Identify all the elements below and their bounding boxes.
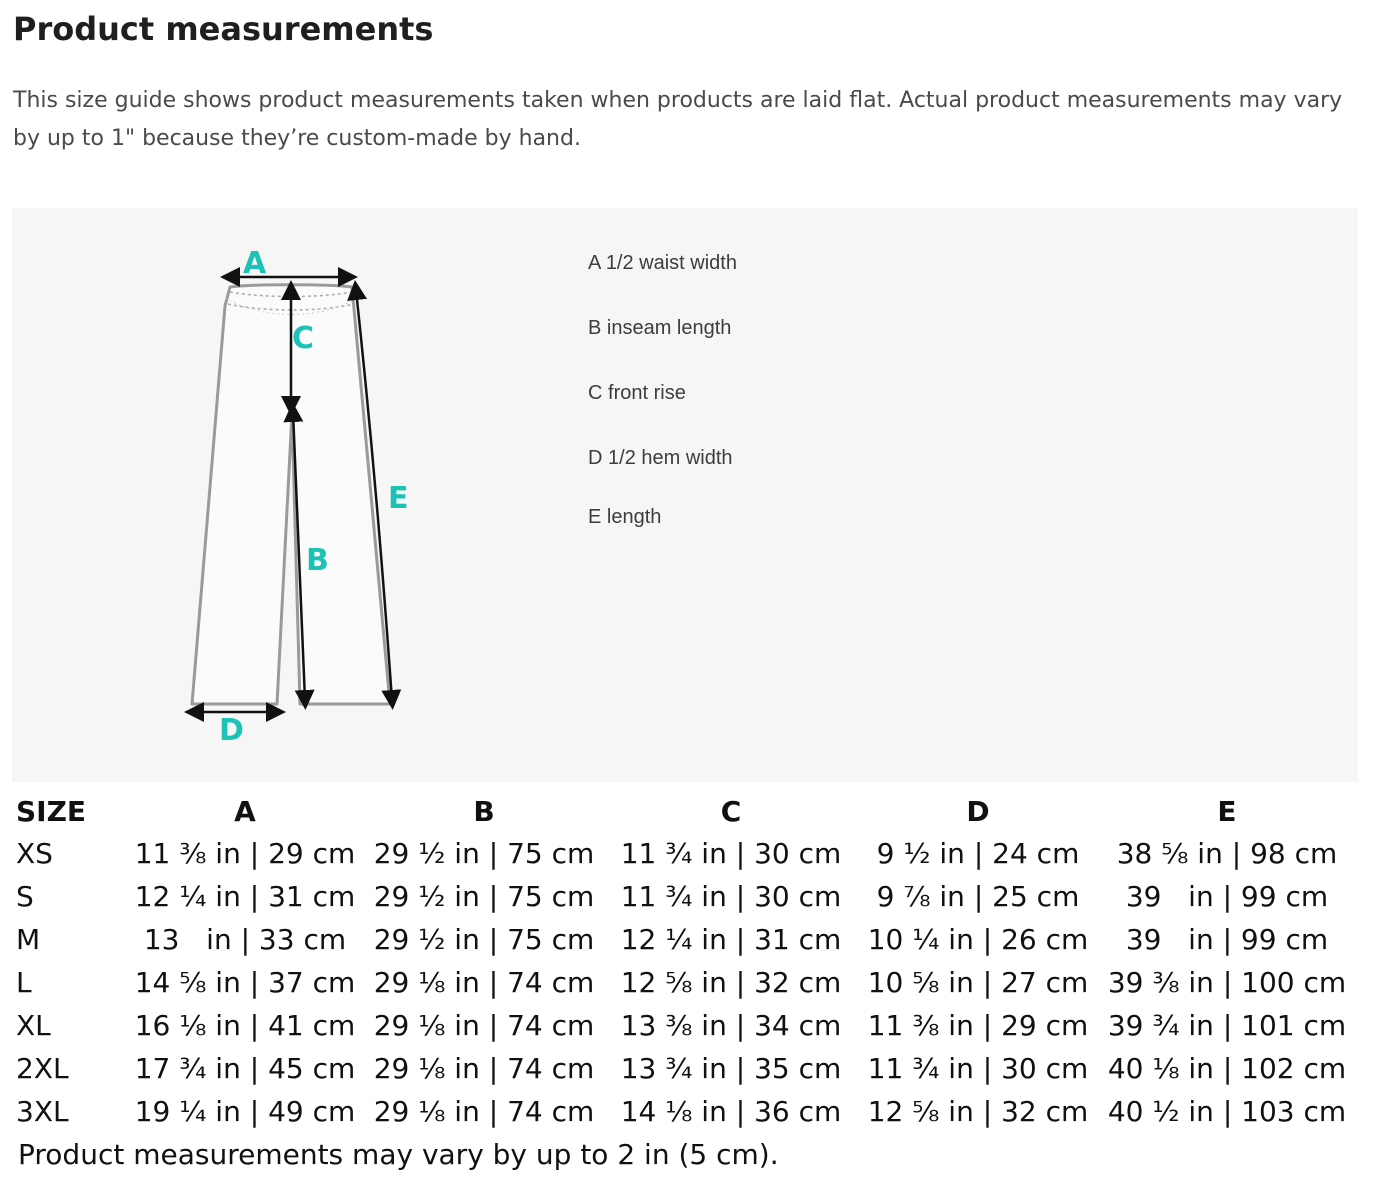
dimension-label-a: A: [243, 246, 267, 281]
table-cell: 40 ½ in | 103 cm: [1107, 1095, 1347, 1128]
size-cell: 2XL: [16, 1052, 69, 1085]
dimension-label-c: C: [292, 321, 315, 356]
table-row: [10, 1047, 1352, 1090]
table-row: [10, 961, 1352, 1004]
table-cell: 29 ⅛ in | 74 cm: [373, 966, 595, 999]
table-cell: 39 ¾ in | 101 cm: [1107, 1009, 1347, 1042]
size-table: [10, 790, 1352, 1133]
legend-item-a: A 1/2 waist width: [588, 252, 737, 274]
table-cell: 10 ¼ in | 26 cm: [867, 923, 1089, 956]
measurement-footnote: Product measurements may vary by up to 2 in (5 cm).: [18, 1138, 779, 1171]
table-cell: 14 ⅛ in | 36 cm: [620, 1095, 842, 1128]
table-header-row: [10, 790, 1352, 832]
table-row: [10, 875, 1352, 918]
table-cell: 38 ⅝ in | 98 cm: [1116, 837, 1338, 870]
table-cell: 29 ½ in | 75 cm: [373, 837, 595, 870]
table-cell: 13 in | 33 cm: [143, 923, 347, 956]
table-cell: 14 ⅝ in | 37 cm: [134, 966, 356, 999]
measurement-diagram-panel: [12, 208, 1358, 782]
table-cell: 12 ¼ in | 31 cm: [620, 923, 842, 956]
table-cell: 29 ½ in | 75 cm: [373, 880, 595, 913]
table-row: [10, 1004, 1352, 1047]
column-header-a: A: [234, 794, 256, 828]
table-cell: 39 in | 99 cm: [1125, 880, 1329, 913]
legend-item-b: B inseam length: [588, 317, 732, 339]
table-cell: 16 ⅛ in | 41 cm: [134, 1009, 356, 1042]
legend-item-d: D 1/2 hem width: [588, 447, 733, 469]
page-title: Product measurements: [13, 10, 434, 48]
dimension-label-e: E: [388, 481, 409, 516]
table-cell: 17 ¾ in | 45 cm: [134, 1052, 356, 1085]
table-cell: 13 ¾ in | 35 cm: [620, 1052, 842, 1085]
table-cell: 12 ⅝ in | 32 cm: [620, 966, 842, 999]
size-cell: M: [16, 923, 41, 956]
pants-outline-icon: [12, 208, 572, 782]
size-cell: XL: [16, 1009, 51, 1042]
size-cell: L: [16, 966, 32, 999]
table-row: [10, 1090, 1352, 1133]
table-cell: 10 ⅝ in | 27 cm: [867, 966, 1089, 999]
table-cell: 19 ¼ in | 49 cm: [134, 1095, 356, 1128]
size-cell: 3XL: [16, 1095, 69, 1128]
table-cell: 29 ½ in | 75 cm: [373, 923, 595, 956]
table-row: [10, 918, 1352, 961]
legend-item-e: E length: [588, 506, 662, 528]
table-cell: 11 ⅜ in | 29 cm: [134, 837, 356, 870]
dimension-label-d: D: [219, 713, 244, 748]
table-cell: 9 ½ in | 24 cm: [876, 837, 1080, 870]
column-header-size: SIZE: [16, 794, 87, 828]
table-cell: 29 ⅛ in | 74 cm: [373, 1052, 595, 1085]
size-cell: XS: [16, 837, 53, 870]
table-cell: 13 ⅜ in | 34 cm: [620, 1009, 842, 1042]
table-cell: 11 ¾ in | 30 cm: [620, 880, 842, 913]
size-guide-intro: This size guide shows product measurements taken when products are laid flat. Actual product measurements may vary by up to 1" because they’re custom-made by hand.: [13, 88, 1343, 151]
column-header-c: C: [720, 794, 742, 828]
table-cell: 29 ⅛ in | 74 cm: [373, 1095, 595, 1128]
table-cell: 12 ¼ in | 31 cm: [134, 880, 356, 913]
size-cell: S: [16, 880, 34, 913]
column-header-e: E: [1217, 794, 1237, 828]
table-cell: 12 ⅝ in | 32 cm: [867, 1095, 1089, 1128]
table-cell: 11 ¾ in | 30 cm: [867, 1052, 1089, 1085]
table-cell: 29 ⅛ in | 74 cm: [373, 1009, 595, 1042]
table-row: [10, 832, 1352, 875]
legend-item-c: C front rise: [588, 382, 686, 404]
table-cell: 9 ⅞ in | 25 cm: [876, 880, 1080, 913]
column-header-d: D: [966, 794, 990, 828]
table-cell: 39 in | 99 cm: [1125, 923, 1329, 956]
dimension-label-b: B: [306, 543, 329, 578]
table-cell: 11 ⅜ in | 29 cm: [867, 1009, 1089, 1042]
table-cell: 40 ⅛ in | 102 cm: [1107, 1052, 1347, 1085]
table-cell: 11 ¾ in | 30 cm: [620, 837, 842, 870]
column-header-b: B: [473, 794, 495, 828]
table-cell: 39 ⅜ in | 100 cm: [1107, 966, 1347, 999]
